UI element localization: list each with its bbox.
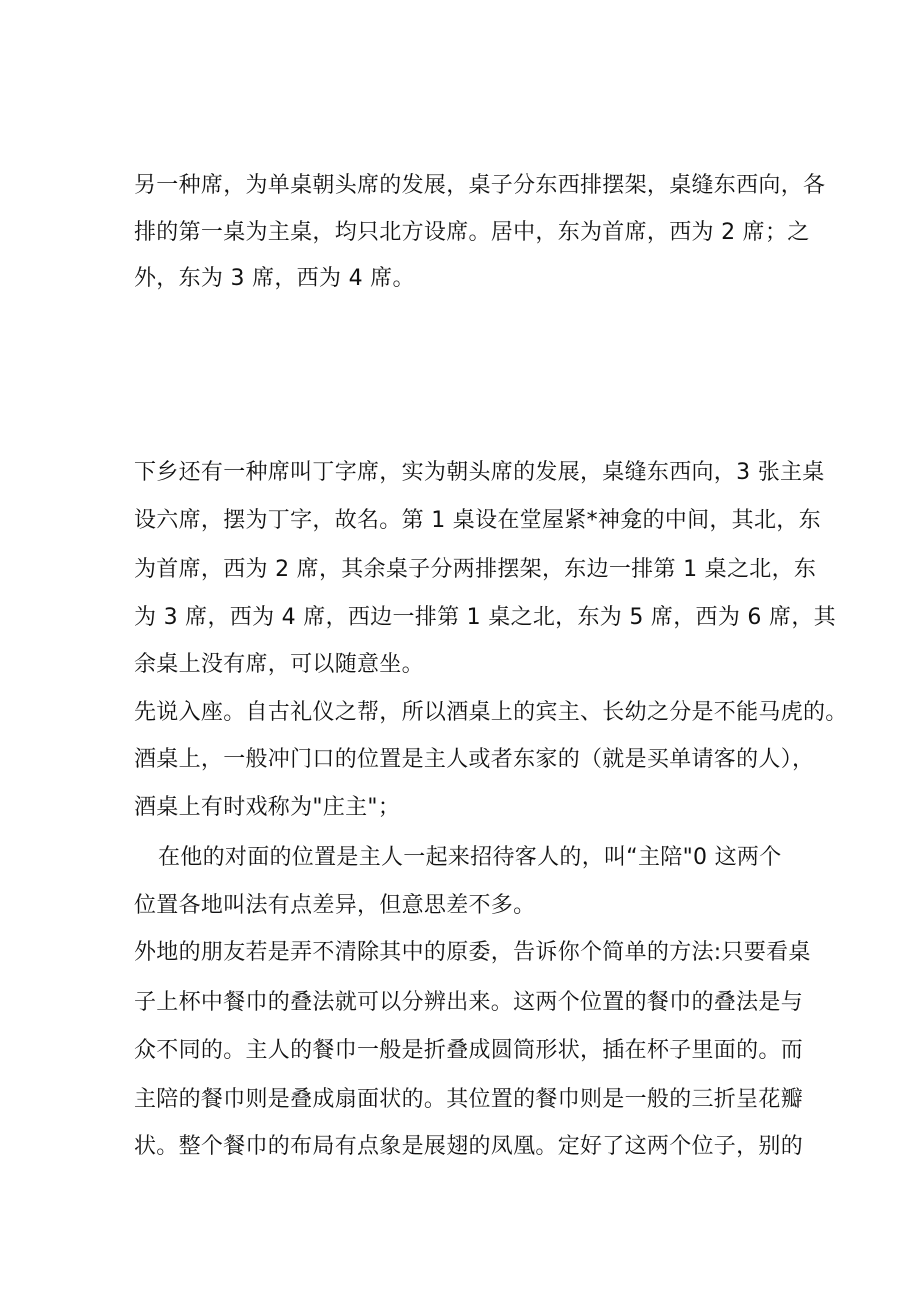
text-line: 状。整个餐巾的布局有点象是展翅的凤凰。定好了这两个位子，别的 [134, 1134, 804, 1159]
text-line: 酒桌上，一般冲门口的位置是主人或者东家的（就是买单请客的人）， [134, 747, 815, 772]
text-line: 另一种席，为单桌朝头席的发展，桌子分东西排摆架，桌缝东西向，各 [134, 173, 826, 198]
text-line: 外，东为 3 席，西为 4 席。 [134, 266, 415, 291]
text-line: 酒桌上有时戏称为"庄主"； [134, 795, 401, 820]
text-line: 众不同的。主人的餐巾一般是折叠成圆筒形状，插在杯子里面的。而 [134, 1038, 804, 1063]
text-line: 设六席，摆为丁字，故名。第 1 桌设在堂屋紧*神龛的中间，其北，东 [134, 508, 821, 533]
text-line: 余桌上没有席，可以随意坐。 [134, 652, 424, 677]
text-line: 下乡还有一种席叫丁字席，实为朝头席的发展，桌缝东西向，3 张主桌 [134, 460, 825, 485]
text-line: 子上杯中餐巾的叠法就可以分辨出来。这两个位置的餐巾的叠法是与 [134, 990, 804, 1015]
text-line: 在他的对面的位置是主人一起来招待客人的，叫“主陪"0 这两个 [158, 845, 782, 870]
text-line: 为首席，西为 2 席，其余桌子分两排摆架，东边一排第 1 桌之北，东 [134, 557, 817, 582]
text-line: 先说入座。自古礼仪之帮，所以酒桌上的宾主、长幼之分是不能马虎的。 [134, 700, 848, 725]
text-line: 排的第一桌为主桌，均只北方设席。居中，东为首席，西为 2 席；之 [134, 220, 810, 245]
text-line: 位置各地叫法有点差异，但意思差不多。 [134, 893, 536, 918]
text-line: 主陪的餐巾则是叠成扇面状的。其位置的餐巾则是一般的三折呈花瓣 [134, 1087, 804, 1112]
text-line: 外地的朋友若是弄不清除其中的原委，告诉你个简单的方法:只要看桌 [134, 940, 811, 965]
text-line: 为 3 席，西为 4 席，西边一排第 1 桌之北，东为 5 席，西为 6 席，其 [134, 605, 836, 630]
